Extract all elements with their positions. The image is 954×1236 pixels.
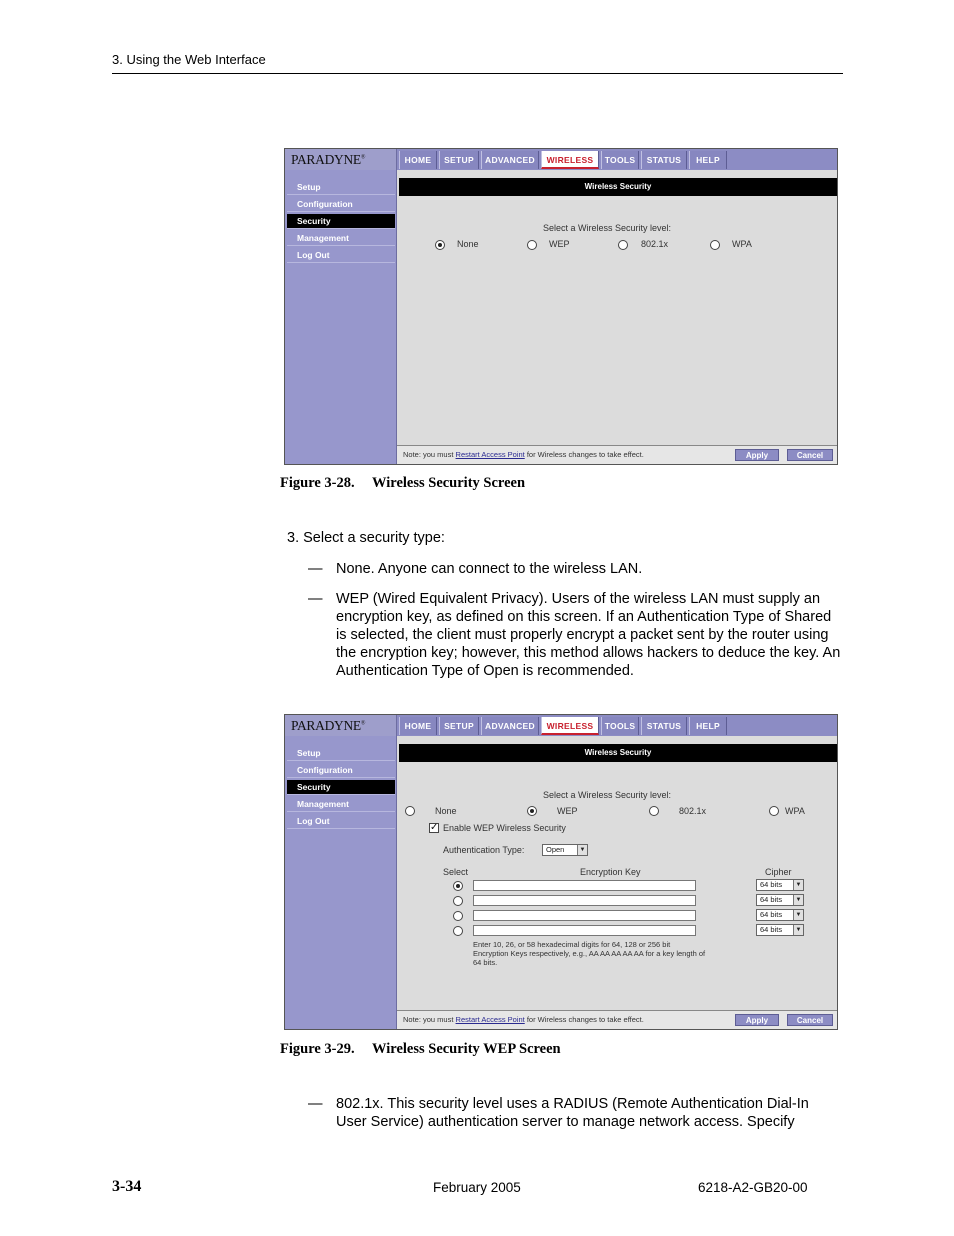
figure2-caption	[280, 1041, 561, 1058]
figure1-caption	[280, 475, 525, 492]
sidebar-item-setup[interactable]: Setup	[287, 180, 395, 195]
level-8021x-radio[interactable]	[618, 240, 628, 250]
note-bar	[397, 445, 837, 464]
level-8021x-radio[interactable]	[649, 806, 659, 816]
level-wep-label: WEP	[549, 239, 570, 249]
level-8021x-label: 802.1x	[641, 239, 669, 249]
figure2-number: Figure 3-29.	[280, 1041, 355, 1057]
tab-tools[interactable]: TOOLS	[601, 717, 639, 735]
item-8021x-text: 802.1x. This security level uses a RADIUS (Remote Authentication Dial-In User Service) authentication server to manage network access. Specify	[336, 1096, 809, 1130]
tab-advanced[interactable]: ADVANCED	[481, 151, 539, 169]
item-8021x	[308, 1095, 842, 1133]
tab-home[interactable]: HOME	[399, 717, 437, 735]
level-wpa-radio[interactable]	[769, 806, 779, 816]
key-3-cipher-select[interactable]: 64 bits ▼	[756, 909, 804, 921]
restart-access-point-link[interactable]: Restart Access Point	[455, 1015, 525, 1024]
level-wep-radio[interactable]	[527, 240, 537, 250]
tab-advanced[interactable]: ADVANCED	[481, 717, 539, 735]
header-rule	[112, 73, 843, 74]
chevron-down-icon: ▼	[793, 925, 803, 935]
item-wep-text: WEP (Wired Equivalent Privacy). Users of the wireless LAN must supply an encryption key, as defined on this screen. If an Authentication Type of Shared is selected, the client must properly encrypt a packet sent by the router using the encryption key; however, this method allows hackers to deduce the key. An Authentication Type of Open is recommended.	[336, 591, 841, 679]
dash-mark: —	[308, 591, 323, 607]
item-none-text: None. Anyone can connect to the wireless LAN.	[336, 561, 643, 577]
panel-title: Wireless Security	[399, 744, 837, 762]
restart-access-point-link[interactable]: Restart Access Point	[455, 450, 525, 459]
tab-setup[interactable]: SETUP	[439, 717, 479, 735]
auth-type-label: Authentication Type:	[443, 845, 525, 855]
main-panel	[397, 736, 837, 1029]
level-none-radio[interactable]	[435, 240, 445, 250]
sidebar-item-configuration[interactable]: Configuration	[287, 763, 395, 778]
key-hint: Enter 10, 26, or 58 hexadecimal digits for 64, 128 or 256 bit Encryption Keys respectively, e.g., AA AA AA AA AA for a key length of 64 bits.	[473, 940, 706, 967]
sidebar-item-logout[interactable]: Log Out	[287, 248, 395, 263]
sidebar-item-logout[interactable]: Log Out	[287, 814, 395, 829]
level-none-radio[interactable]	[405, 806, 415, 816]
col-select-header: Select	[443, 867, 469, 877]
tab-wireless[interactable]: WIRELESS	[541, 717, 599, 735]
tab-tools[interactable]: TOOLS	[601, 151, 639, 169]
auth-type-select[interactable]: Open ▼	[542, 844, 588, 856]
key-2-input[interactable]	[473, 895, 696, 906]
item-wep	[308, 590, 842, 682]
key-4-input[interactable]	[473, 925, 696, 936]
tab-help[interactable]: HELP	[689, 151, 727, 169]
chevron-down-icon: ▼	[793, 910, 803, 920]
sidebar-item-setup[interactable]: Setup	[287, 746, 395, 761]
note-bar	[397, 1010, 837, 1029]
level-8021x-label: 802.1x	[679, 806, 707, 816]
figure1-title: Wireless Security Screen	[372, 475, 526, 491]
restart-note: Note: you must Restart Access Point for Wireless changes to take effect.	[403, 1015, 644, 1024]
key-1-input[interactable]	[473, 880, 696, 891]
level-none-label: None	[457, 239, 479, 249]
nav-tabs	[397, 715, 837, 736]
step-3: 3. Select a security type:	[287, 530, 445, 546]
paradyne-logo: PARADYNE®	[291, 152, 366, 167]
tab-help[interactable]: HELP	[689, 717, 727, 735]
col-cipher-header: Cipher	[765, 867, 792, 877]
key-3-input[interactable]	[473, 910, 696, 921]
chevron-down-icon: ▼	[793, 880, 803, 890]
figure2-title: Wireless Security WEP Screen	[372, 1041, 561, 1057]
sidebar-item-security[interactable]: Security	[287, 214, 395, 229]
figure2-screenshot	[284, 714, 838, 1030]
paradyne-logo: PARADYNE®	[291, 718, 366, 733]
key-3-radio[interactable]	[453, 911, 463, 921]
level-wep-radio[interactable]	[527, 806, 537, 816]
sidebar-item-security[interactable]: Security	[287, 780, 395, 795]
level-wpa-label: WPA	[732, 239, 752, 249]
key-1-cipher-select[interactable]: 64 bits ▼	[756, 879, 804, 891]
apply-button[interactable]: Apply	[735, 1014, 779, 1026]
sidebar-item-management[interactable]: Management	[287, 231, 395, 246]
panel-title: Wireless Security	[399, 178, 837, 196]
security-level-prompt: Select a Wireless Security level:	[543, 790, 672, 800]
level-wpa-label: WPA	[785, 806, 805, 816]
sidebar	[285, 736, 397, 1029]
item-none	[308, 560, 842, 578]
cancel-button[interactable]: Cancel	[787, 449, 833, 461]
tab-status[interactable]: STATUS	[641, 151, 687, 169]
col-key-header: Encryption Key	[580, 867, 641, 877]
tab-setup[interactable]: SETUP	[439, 151, 479, 169]
tab-wireless[interactable]: WIRELESS	[541, 151, 599, 169]
key-4-cipher-select[interactable]: 64 bits ▼	[756, 924, 804, 936]
footer-doc-number: 6218-A2-GB20-00	[698, 1180, 808, 1195]
sidebar	[285, 170, 397, 464]
logo-area	[285, 715, 397, 736]
figure1-number: Figure 3-28.	[280, 475, 355, 491]
security-level-prompt: Select a Wireless Security level:	[543, 223, 672, 233]
sidebar-item-configuration[interactable]: Configuration	[287, 197, 395, 212]
level-wep-label: WEP	[557, 806, 578, 816]
sidebar-item-management[interactable]: Management	[287, 797, 395, 812]
cancel-button[interactable]: Cancel	[787, 1014, 833, 1026]
running-header: 3. Using the Web Interface	[112, 52, 266, 67]
enable-wep-label: Enable WEP Wireless Security	[443, 823, 566, 833]
nav-tabs	[397, 149, 837, 170]
chevron-down-icon: ▼	[577, 845, 587, 855]
dash-mark: —	[308, 1096, 323, 1112]
figure1-screenshot	[284, 148, 838, 465]
key-4-radio[interactable]	[453, 926, 463, 936]
level-wpa-radio[interactable]	[710, 240, 720, 250]
footer-date: February 2005	[433, 1180, 521, 1195]
tab-home[interactable]: HOME	[399, 151, 437, 169]
tab-status[interactable]: STATUS	[641, 717, 687, 735]
chevron-down-icon: ▼	[793, 895, 803, 905]
page-number: 3-34	[112, 1178, 142, 1195]
logo-area	[285, 149, 397, 170]
key-2-cipher-select[interactable]: 64 bits ▼	[756, 894, 804, 906]
key-2-radio[interactable]	[453, 896, 463, 906]
apply-button[interactable]: Apply	[735, 449, 779, 461]
level-none-label: None	[435, 806, 457, 816]
enable-wep-checkbox[interactable]: ✓	[430, 822, 439, 833]
main-panel	[397, 170, 837, 464]
restart-note: Note: you must Restart Access Point for Wireless changes to take effect.	[403, 450, 644, 459]
dash-mark: —	[308, 561, 323, 577]
key-1-radio[interactable]	[453, 881, 463, 891]
